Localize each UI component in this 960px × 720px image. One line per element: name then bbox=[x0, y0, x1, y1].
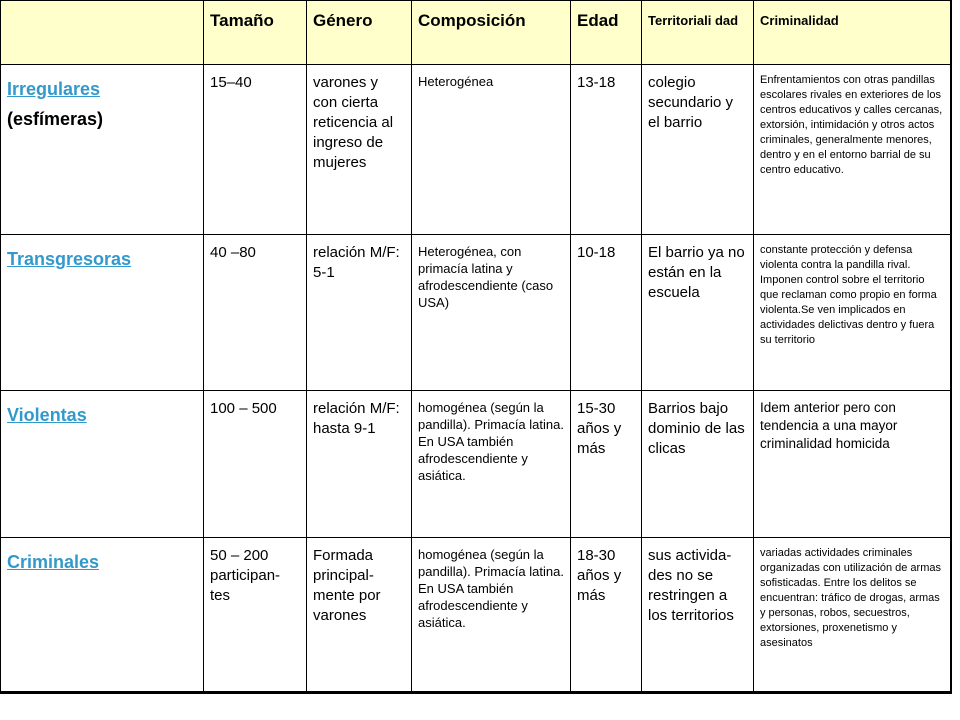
cell-territorialidad: Barrios bajo dominio de las clicas bbox=[642, 390, 754, 538]
cell-edad: 18-30 años y más bbox=[571, 538, 642, 692]
table-row bbox=[1, 538, 951, 692]
cell-territorialidad: sus activida- des no se restringen a los territorios bbox=[642, 538, 754, 692]
row-link-criminales[interactable]: Criminales bbox=[7, 552, 100, 573]
row-name-cell bbox=[1, 65, 204, 235]
cell-genero: varones y con cierta reticencia al ingreso de mujeres bbox=[307, 65, 412, 235]
cell-tamano: 40 –80 bbox=[204, 235, 307, 391]
cell-criminalidad: Idem anterior pero con tendencia a una mayor criminalidad homicida bbox=[754, 390, 951, 538]
table-row bbox=[1, 235, 951, 391]
cell-composicion: Heterogénea bbox=[412, 65, 571, 235]
row-link-violentas[interactable]: Violentas bbox=[7, 404, 87, 425]
row-link-transgresoras[interactable]: Transgresoras bbox=[7, 249, 132, 270]
header-tamano: Tamaño bbox=[204, 1, 307, 65]
header-edad: Edad bbox=[571, 1, 642, 65]
header-territorialidad: Territoriali dad bbox=[642, 1, 754, 65]
cell-territorialidad: colegio secundario y el barrio bbox=[642, 65, 754, 235]
row-name-cell bbox=[1, 538, 204, 692]
cell-criminalidad: variadas actividades criminales organizadas con utilización de armas sofisticadas. Entre los delitos se encuentran: tráfico de drogas, armas y personas, robos, secuestros, extorsiones, proxenetismo y asesinatos bbox=[754, 538, 951, 692]
row-link-irregulares[interactable]: Irregulares bbox=[7, 79, 101, 99]
table-row bbox=[1, 65, 951, 235]
cell-composicion: Heterogénea, con primacía latina y afrodescendiente (caso USA) bbox=[412, 235, 571, 391]
cell-criminalidad: constante protección y defensa violenta contra la pandilla rival. Imponen control sobre el territorio que reclaman como propio en forma violenta.Se ven implicados en actividades delictivas dentro y fuera su territorio bbox=[754, 235, 951, 391]
cell-composicion: homogénea (según la pandilla). Primacía latina. En USA también afrodescendiente y asiática. bbox=[412, 538, 571, 692]
cell-tamano: 15–40 bbox=[204, 65, 307, 235]
header-row bbox=[1, 1, 951, 65]
cell-edad: 13-18 bbox=[571, 65, 642, 235]
cell-territorialidad: El barrio ya no están en la escuela bbox=[642, 235, 754, 391]
cell-edad: 10-18 bbox=[571, 235, 642, 391]
cell-tamano: 50 – 200 participan- tes bbox=[204, 538, 307, 692]
row-name-cell bbox=[1, 390, 204, 538]
header-empty-cell bbox=[1, 1, 204, 65]
cell-edad: 15-30 años y más bbox=[571, 390, 642, 538]
cell-composicion: homogénea (según la pandilla). Primacía latina. En USA también afrodescendiente y asiática. bbox=[412, 390, 571, 538]
cell-criminalidad: Enfrentamientos con otras pandillas escolares rivales en exteriores de los centros educativos y calles cercanas, extorsión, intimidación y otros actos criminales, generalmente menores, dentro y en el entorno barrial de su centro educativo. bbox=[754, 65, 951, 235]
header-composicion: Composición bbox=[412, 1, 571, 65]
cell-genero: relación M/F: hasta 9-1 bbox=[307, 390, 412, 538]
cell-tamano: 100 – 500 bbox=[204, 390, 307, 538]
row-name-cell bbox=[1, 235, 204, 391]
header-criminalidad: Criminalidad bbox=[754, 1, 951, 65]
header-genero: Género bbox=[307, 1, 412, 65]
cell-genero: relación M/F: 5-1 bbox=[307, 235, 412, 391]
table-row bbox=[1, 390, 951, 538]
cell-genero: Formada principal- mente por varones bbox=[307, 538, 412, 692]
row-subtitle: (esfímeras) bbox=[7, 109, 104, 129]
